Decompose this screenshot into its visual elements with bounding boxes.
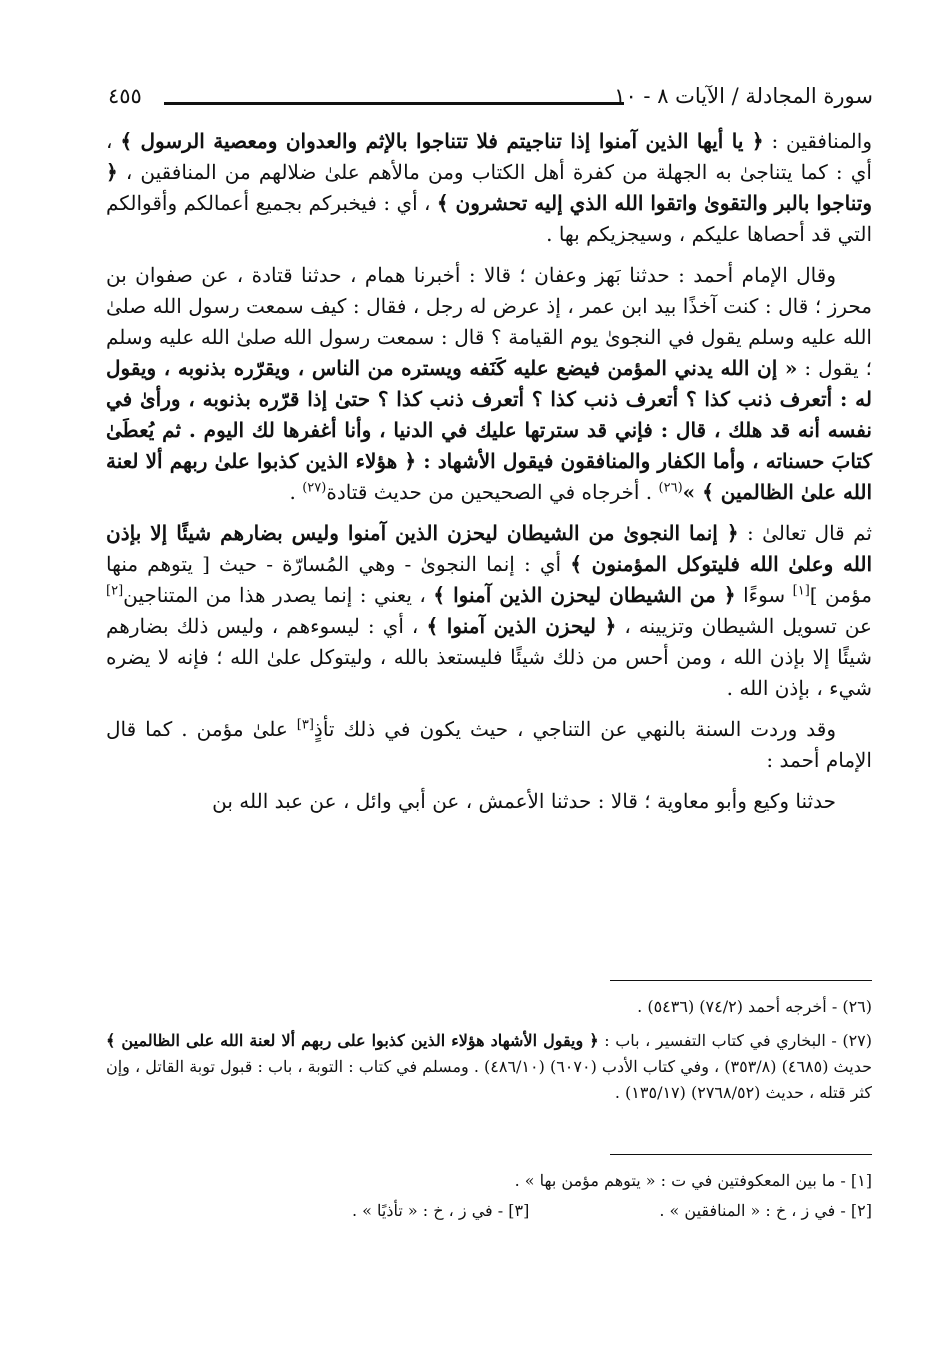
footnote-ref: [٣] — [296, 717, 314, 733]
paragraph — [106, 260, 872, 508]
text-run: . — [289, 480, 303, 504]
secondary-notes — [106, 1166, 872, 1226]
hadith-text: « إن الله يدني المؤمن فيضع عليه كَنَفه ويستره من الناس ، ويقرّره بذنوبه ، ويقول له : أتعرف ذنب كذا ؟ أتعرف ذنب كذا ؟ أتعرف ذنب كذا ؟ حتىٰ إذا قرّره بذنوبه ، ورأىٰ في نفسه أنه قد هلك ، قال : فإني قد سترتها عليك في الدنيا ، وأنا أغفرها لك اليوم . ثم يُعطَىٰ كتابَ حسناته ، وأما الكفار والمنافقون فيقول الأشهاد : ﴿ هؤلاء الذين كذبوا علىٰ ربهم ألا لعنة الله علىٰ الظالمين ﴾ » — [106, 356, 872, 504]
text-run: . أخرجاه في الصحيحين من حديث قتادة — [326, 480, 659, 504]
page-header — [108, 84, 873, 114]
secondary-note-3: [٣] - في ز ، خ : « تأذيًا » . — [351, 1201, 530, 1220]
text-run: عن تسويل الشيطان وتزيينه ، — [616, 614, 872, 638]
footnotes — [106, 994, 872, 1114]
text-run: حدثنا وكيع وأبو معاوية ؛ قالا : حدثنا الأعمش ، عن أبي وائل ، عن عبد الله بن — [212, 789, 836, 813]
text-run: سوءًا — [735, 583, 793, 607]
paragraph — [106, 518, 872, 704]
text-run: والمنافقين : — [763, 129, 872, 153]
paragraph — [106, 786, 872, 817]
quran-verse: ﴿ ويقول الأشهاد هؤلاء الذين كذبوا على ربهم ألا لعنة الله على الظالمين ﴾ — [106, 1031, 599, 1050]
quran-verse: ﴿ يا أيها الذين آمنوا إذا تناجيتم فلا تتناجوا بالإثم والعدوان ومعصية الرسول ﴾ — [120, 129, 764, 153]
running-title: سورة المجادلة / الآيات ٨ - ١٠ — [614, 84, 873, 108]
paragraph — [106, 714, 872, 776]
text-run: ، أي : ليسوءهم ، وليس ذلك بضارهم شيئًا إلا بإذن الله ، ومن أحس من ذلك شيئًا فليستعذ بالله ، وليتوكل علىٰ الله ؛ فإنه لا يضره شيء ، بإذن الله . — [106, 614, 872, 700]
secondary-note-row — [106, 1166, 872, 1196]
quran-verse: ﴿ وتناجوا بالبر والتقوىٰ واتقوا الله الذي إليه تحشرون ﴾ — [106, 160, 872, 215]
footnote-separator — [610, 980, 872, 981]
text-run: ، يعني : إنما يصدر هذا من المتناجين — [123, 583, 434, 607]
text-run: وقد وردت السنة بالنهي عن التناجي ، حيث يكون في ذلك تأذٍ — [313, 717, 836, 741]
text-run: وقال الإمام أحمد : حدثنا بَهز وعفان ؛ قالا : أخبرنا همام ، حدثنا قتادة ، عن صفوان بن محرز ؛ قال : كنت آخذًا بيد ابن عمر ، إذ عرض له رجل ، فقال : كيف سمعت رسول الله صلىٰ الله عليه وسلم يقول في النجوىٰ يوم القيامة ؟ قال : سمعت رسول الله صلىٰ الله عليه وسلم ؛ يقول : — [106, 263, 873, 380]
main-text — [106, 126, 872, 817]
footnote-ref: (٢٧) — [302, 480, 327, 496]
footnote-ref: [١] — [792, 583, 810, 599]
footnote-ref: [٢] — [106, 583, 124, 599]
text-run: ثم قال تعالىٰ : — [738, 521, 872, 545]
secondary-note-1: [١] - ما بين المعكوفتين في ت : « يتوهم مؤمن بها » . — [514, 1171, 872, 1190]
secondary-notes-separator — [610, 1154, 872, 1155]
footnote — [106, 994, 872, 1020]
header-rule — [164, 102, 624, 105]
text-run: (٢٦) - أخرجه أحمد (٧٤/٢) (٥٤٣٦) . — [637, 997, 872, 1016]
text-run: علىٰ مؤمن . كما قال الإمام أحمد : — [106, 717, 872, 772]
text-run: ، أي : فيخبركم بجميع أعمالكم وأقوالكم التي قد أحصاها عليكم ، وسيجزيكم بها . — [106, 191, 872, 246]
text-run: حديث (٤٦٨٥) (٣٥٣/٨) ، وفي كتاب الأدب (٦٠٧٠) (٤٨٦/١٠) . ومسلم في كتاب : التوبة ، باب : قبول توبة القاتل ، وإن كثر قتله ، حديث (٢٧٦٨/٥٢) (١٣٥/١٧) . — [105, 1057, 872, 1102]
footnote — [106, 1028, 872, 1106]
text-run: أي : إنما النجوىٰ - وهي المُسارّة - حيث [ يتوهم منها مؤمن ] — [106, 552, 873, 607]
text-run: ، أي : كما يتناجىٰ به الجهلة من كفرة أهل الكتاب ومن مالأهم علىٰ ضلالهم من المنافقين ، — [106, 129, 872, 184]
quran-verse: ﴿ ليحزن الذين آمنوا ﴾ — [426, 614, 617, 638]
footnote-ref: (٢٦) — [658, 480, 683, 496]
text-run: (٢٧) - البخاري في كتاب التفسير ، باب : — [598, 1031, 872, 1050]
paragraph — [106, 126, 872, 250]
quran-verse: ﴿ من الشيطان ليحزن الذين آمنوا ﴾ — [433, 583, 736, 607]
secondary-note-2: [٢] - في ز ، خ : « المنافقين » . — [659, 1201, 872, 1220]
secondary-note-row — [106, 1196, 872, 1226]
quran-verse: ﴿ إنما النجوىٰ من الشيطان ليحزن الذين آمنوا وليس بضارهم شيئًا إلا بإذن الله وعلىٰ الله فليتوكل المؤمنون ﴾ — [106, 521, 872, 576]
page-number: ٤٥٥ — [108, 84, 142, 108]
